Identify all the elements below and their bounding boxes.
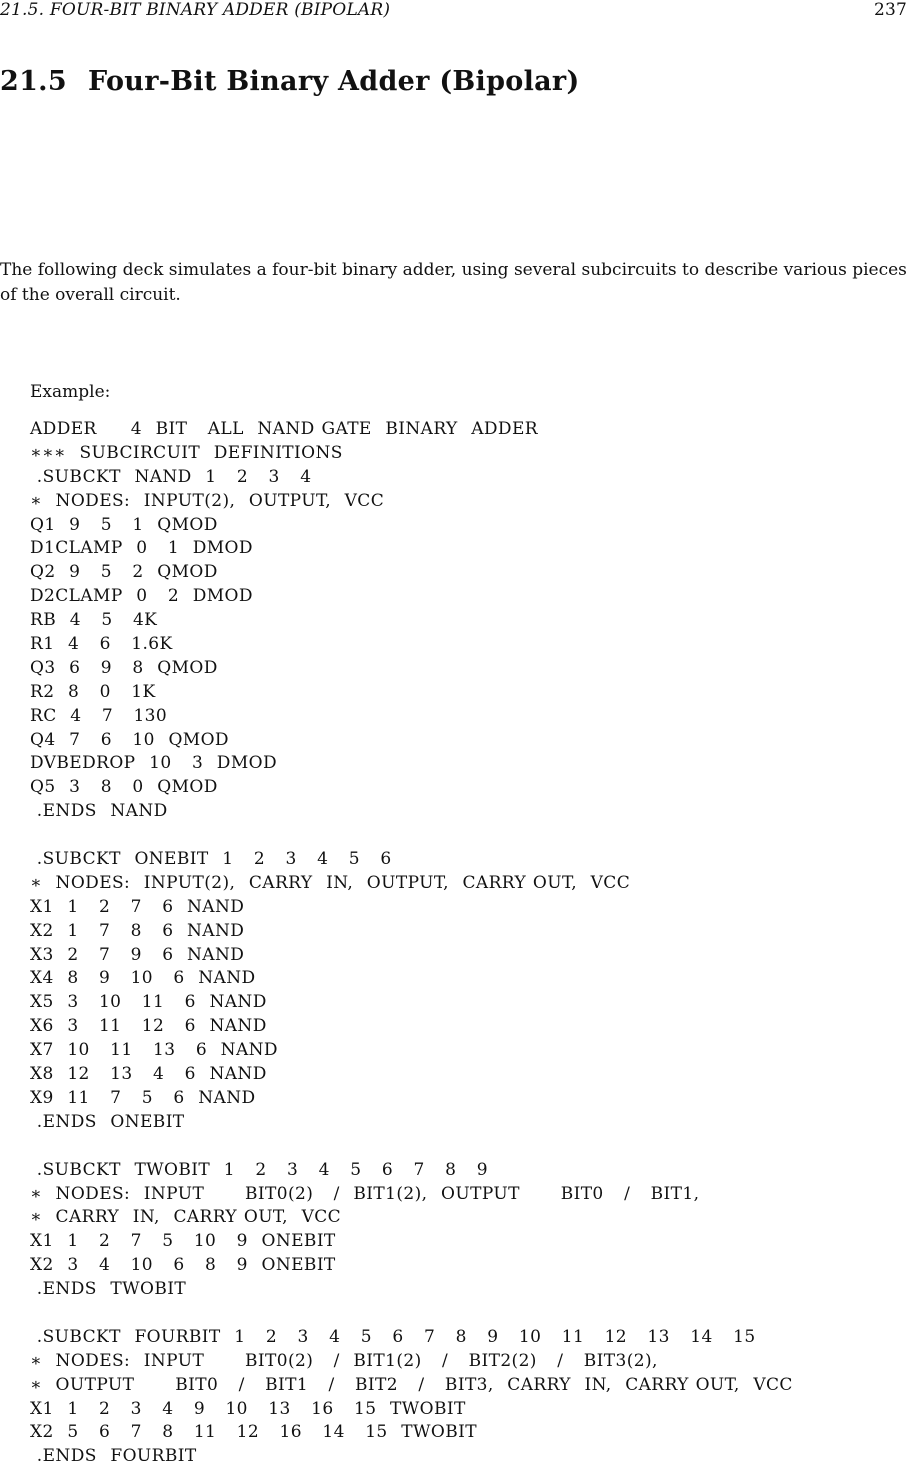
deck-line: .SUBCKT FOURBIT 1 2 3 4 5 6 7 8 9 10 11 12 13 14 15 <box>30 1326 756 1347</box>
deck-line: Q5 3 8 0 QMOD <box>30 777 218 798</box>
deck-line: ∗ NODES: INPUT BIT0(2) / BIT1(2) / BIT2(2) / BIT3(2), <box>30 1350 658 1371</box>
deck-line: .ENDS ONEBIT <box>30 1111 185 1132</box>
intro-paragraph: The following deck simulates a four-bit binary adder, using several subcircuits to describe various pieces of the overall circuit. <box>0 260 907 305</box>
deck-line: R1 4 6 1.6K <box>30 634 173 655</box>
running-head <box>0 0 907 22</box>
deck-line: X1 1 2 7 5 10 9 ONEBIT <box>30 1231 336 1252</box>
deck-line: ∗ NODES: INPUT BIT0(2) / BIT1(2), OUTPUT BIT0 / BIT1, <box>30 1183 700 1204</box>
section-title <box>0 66 580 97</box>
deck-line: X4 8 9 10 6 NAND <box>30 968 256 989</box>
deck-line: ∗ CARRY IN, CARRY OUT, VCC <box>30 1207 342 1228</box>
deck-line: .ENDS FOURBIT <box>30 1446 197 1467</box>
deck-line: X9 11 7 5 6 NAND <box>30 1087 256 1108</box>
deck-line: ∗ NODES: INPUT(2), OUTPUT, VCC <box>30 490 385 511</box>
deck-line: X1 1 2 3 4 9 10 13 16 15 TWOBIT <box>30 1398 466 1419</box>
deck-blank-line <box>30 1135 793 1159</box>
deck-line: DVBEDROP 10 3 DMOD <box>30 753 277 774</box>
deck-line: Q3 6 9 8 QMOD <box>30 657 218 678</box>
deck-line: D1CLAMP 0 1 DMOD <box>30 538 253 559</box>
deck-blank-line <box>30 1302 793 1326</box>
example-label: Example: <box>30 382 111 402</box>
deck-line: .SUBCKT NAND 1 2 3 4 <box>30 466 312 487</box>
deck-line: X3 2 7 9 6 NAND <box>30 944 245 965</box>
deck-line: .SUBCKT TWOBIT 1 2 3 4 5 6 7 8 9 <box>30 1159 488 1180</box>
section-title-text: Four-Bit Binary Adder (Bipolar) <box>88 66 580 97</box>
deck-line: ∗ NODES: INPUT(2), CARRY IN, OUTPUT, CARRY OUT, VCC <box>30 872 631 893</box>
deck-line: D2CLAMP 0 2 DMOD <box>30 586 253 607</box>
page-number: 237 <box>873 0 907 20</box>
deck-line: Q4 7 6 10 QMOD <box>30 729 229 750</box>
deck-line: RC 4 7 130 <box>30 705 168 726</box>
deck-line: X5 3 10 11 6 NAND <box>30 992 267 1013</box>
deck-line: RB 4 5 4K <box>30 610 158 631</box>
deck-line: .ENDS NAND <box>30 801 168 822</box>
deck-line: .SUBCKT ONEBIT 1 2 3 4 5 6 <box>30 849 392 870</box>
deck-line: X1 1 2 7 6 NAND <box>30 896 245 917</box>
deck-line: ADDER 4 BIT ALL NAND GATE BINARY ADDER <box>30 419 538 439</box>
deck-line: X2 3 4 10 6 8 9 ONEBIT <box>30 1255 336 1276</box>
deck-line: .ENDS TWOBIT <box>30 1279 187 1300</box>
deck-line: Q2 9 5 2 QMOD <box>30 562 218 583</box>
deck-line: R2 8 0 1K <box>30 681 156 702</box>
spice-deck-listing <box>30 418 793 1469</box>
deck-blank-line <box>30 824 793 848</box>
deck-line: Q1 9 5 1 QMOD <box>30 514 218 535</box>
deck-line: X7 10 11 13 6 NAND <box>30 1040 278 1061</box>
deck-line: X2 5 6 7 8 11 12 16 14 15 TWOBIT <box>30 1422 477 1443</box>
section-number: 21.5 <box>0 66 67 97</box>
deck-line: X8 12 13 4 6 NAND <box>30 1064 267 1085</box>
deck-line: X6 3 11 12 6 NAND <box>30 1016 267 1037</box>
deck-line: ∗ OUTPUT BIT0 / BIT1 / BIT2 / BIT3, CARRY IN, CARRY OUT, VCC <box>30 1374 793 1395</box>
deck-line: ∗∗∗ SUBCIRCUIT DEFINITIONS <box>30 442 343 463</box>
running-head-title: 21.5. FOUR-BIT BINARY ADDER (BIPOLAR) <box>0 0 391 20</box>
deck-line: X2 1 7 8 6 NAND <box>30 920 245 941</box>
